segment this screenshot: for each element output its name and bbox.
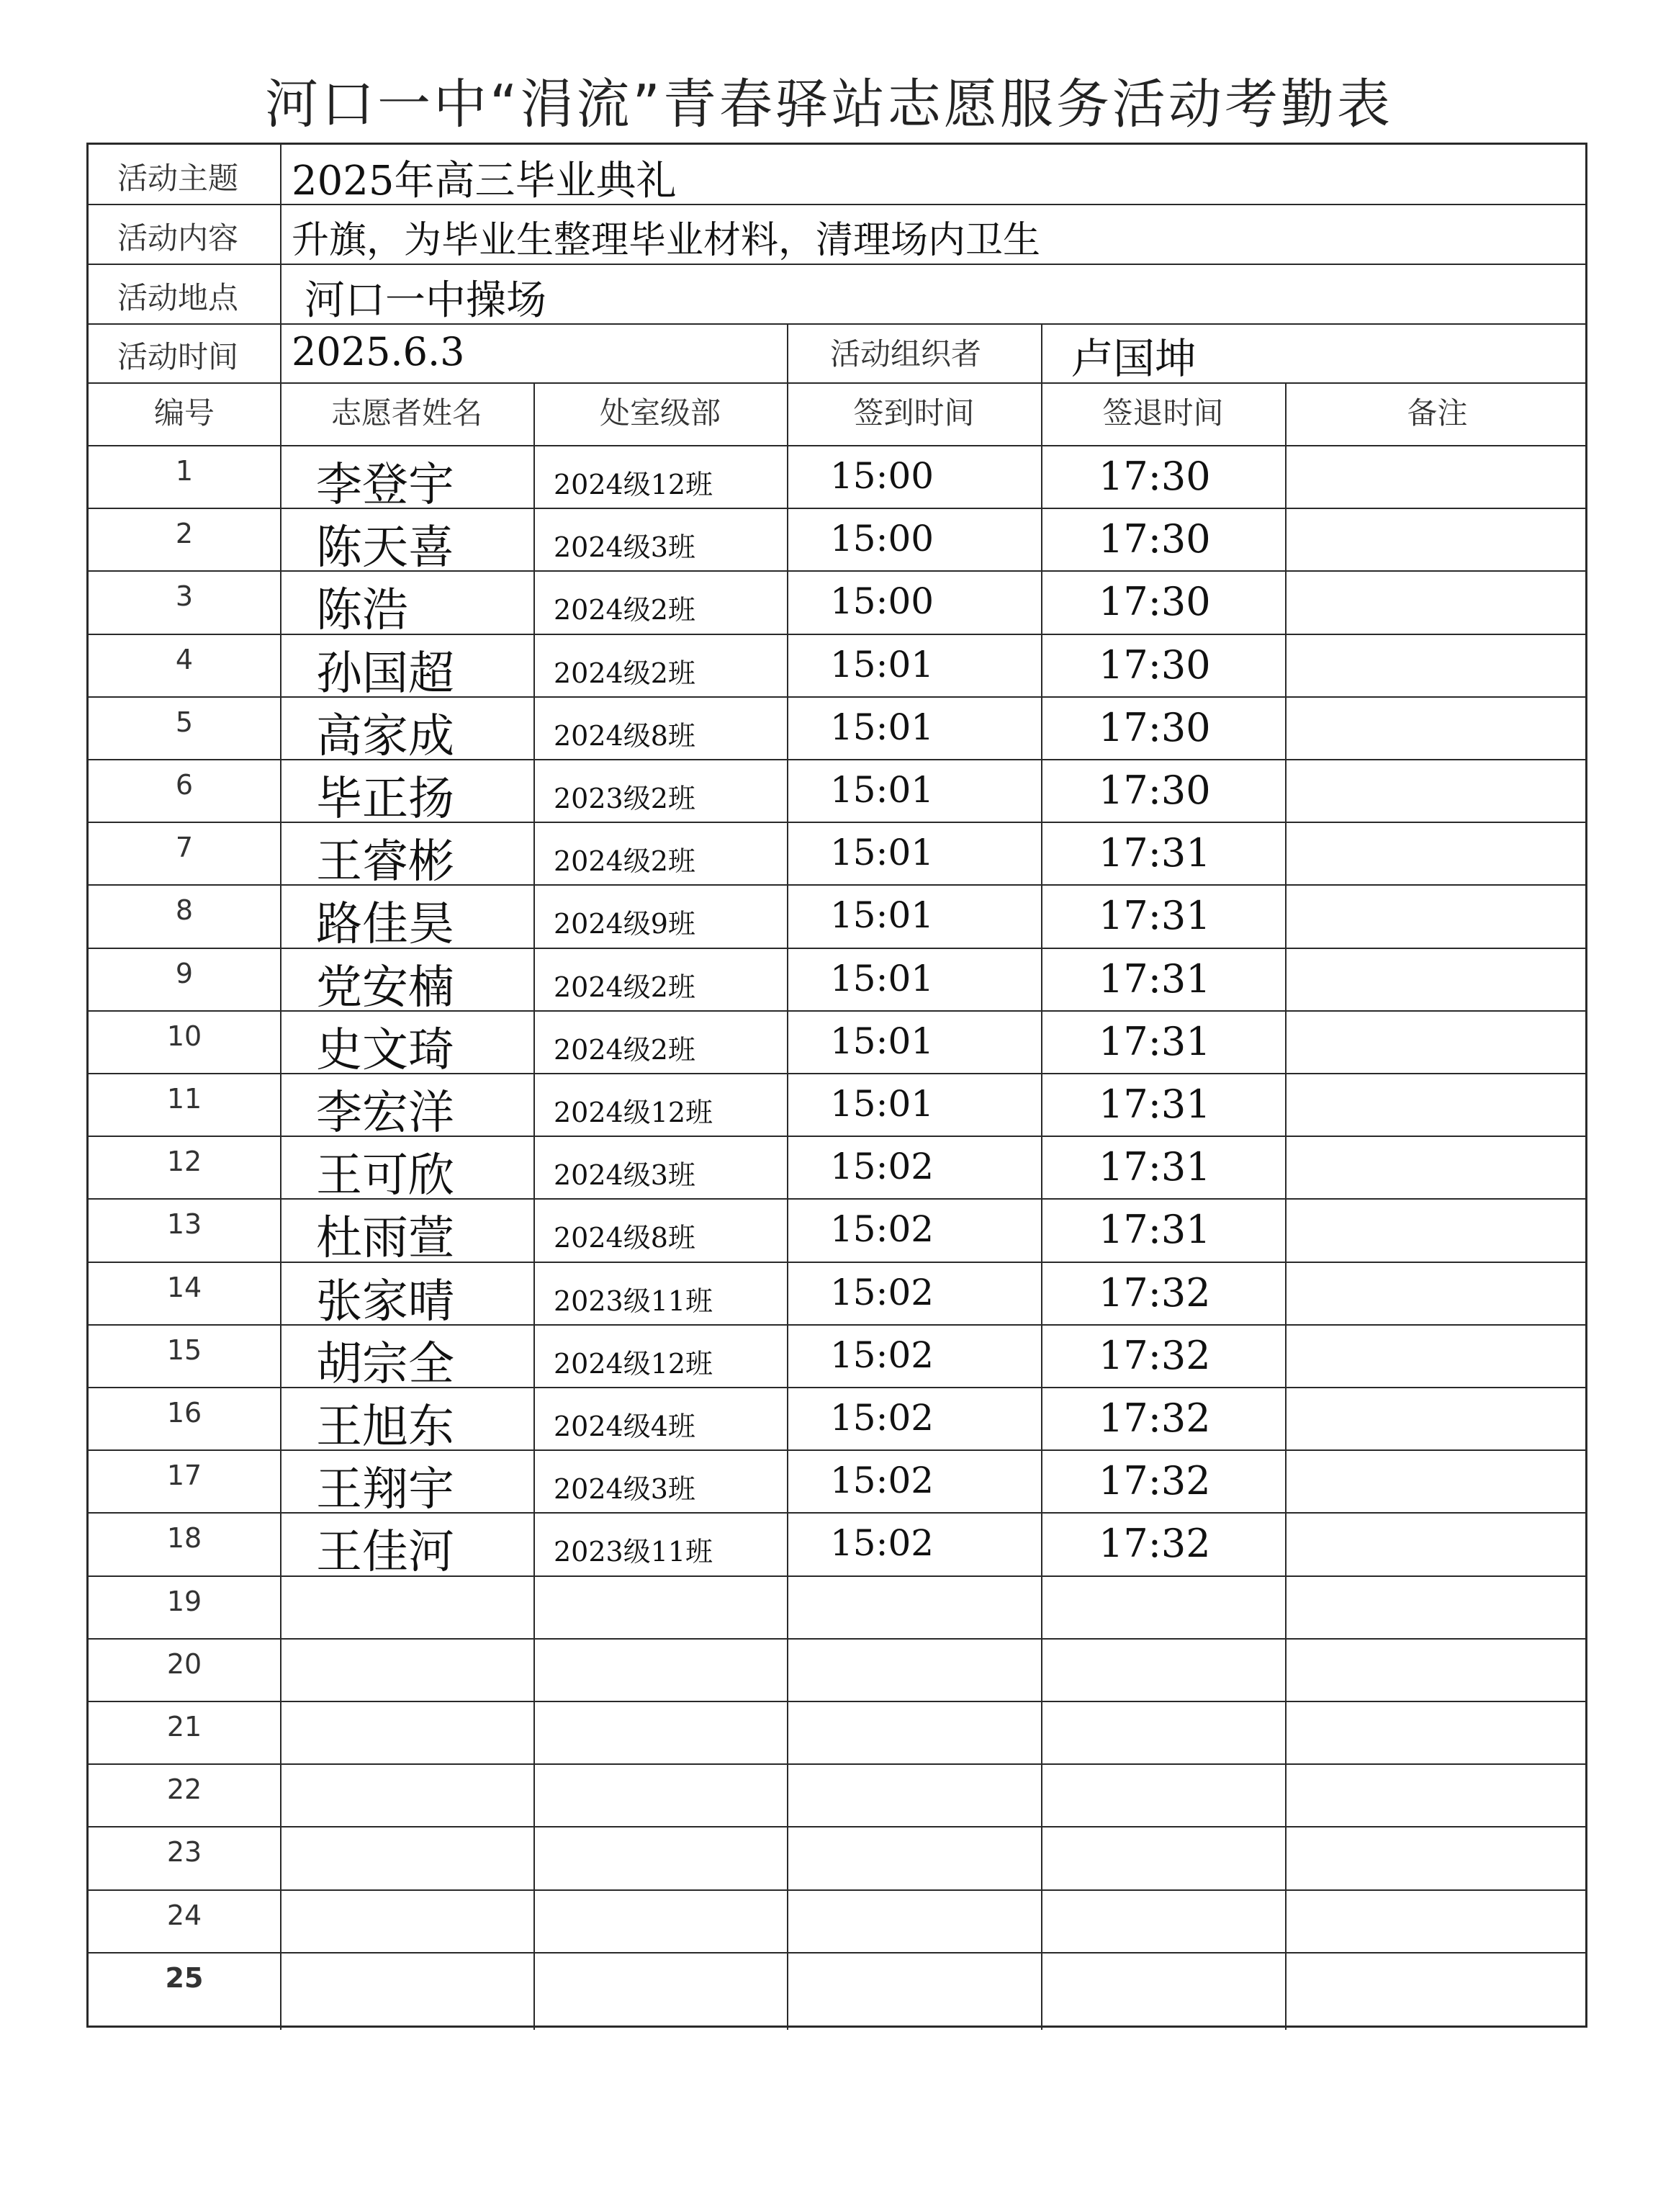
department: 2024级9班 bbox=[554, 908, 695, 940]
sign-out-time: 17:31 bbox=[1099, 1207, 1211, 1253]
row-number: 1 bbox=[175, 455, 194, 487]
row-number: 14 bbox=[166, 1271, 202, 1303]
department: 2024级12班 bbox=[554, 469, 713, 500]
sign-out-time: 17:30 bbox=[1099, 642, 1211, 688]
row-number: 10 bbox=[166, 1020, 202, 1052]
organizer-value: 卢国坤 bbox=[1071, 334, 1197, 383]
department: 2023级11班 bbox=[554, 1536, 713, 1568]
sign-in-time: 15:01 bbox=[830, 643, 934, 685]
row-number: 18 bbox=[166, 1522, 202, 1555]
column-header: 编号 bbox=[153, 395, 215, 431]
department: 2024级2班 bbox=[554, 657, 695, 689]
sign-out-time: 17:32 bbox=[1099, 1395, 1211, 1441]
sign-out-time: 17:31 bbox=[1099, 956, 1211, 1002]
row-divider bbox=[89, 1449, 1585, 1451]
department: 2024级8班 bbox=[554, 719, 695, 752]
sign-out-time: 17:30 bbox=[1099, 516, 1211, 562]
theme-label: 活动主题 bbox=[117, 161, 239, 196]
row-number: 4 bbox=[175, 643, 194, 675]
row-number: 6 bbox=[175, 769, 194, 801]
department: 2024级2班 bbox=[554, 1033, 695, 1066]
organizer-label: 活动组织者 bbox=[830, 336, 982, 372]
attendance-sheet bbox=[86, 143, 1587, 2028]
row-divider bbox=[89, 570, 1585, 572]
row-number: 16 bbox=[166, 1397, 202, 1429]
row-divider bbox=[89, 264, 1585, 265]
row-number: 23 bbox=[166, 1836, 202, 1869]
row-number: 20 bbox=[166, 1647, 202, 1680]
row-divider bbox=[89, 1826, 1585, 1827]
page-title: 河口一中“涓流”青春驿站志愿服务活动考勤表 bbox=[265, 73, 1393, 135]
volunteer-name: 毕正扬 bbox=[316, 773, 454, 826]
row-divider bbox=[89, 634, 1585, 635]
volunteer-name: 高家成 bbox=[316, 709, 454, 763]
row-divider bbox=[89, 1575, 1585, 1577]
department: 2024级4班 bbox=[554, 1411, 695, 1442]
sign-in-time: 15:02 bbox=[830, 1334, 934, 1376]
row-number: 19 bbox=[166, 1585, 202, 1617]
row-divider bbox=[89, 1136, 1585, 1137]
sign-in-time: 15:01 bbox=[830, 957, 934, 999]
row-number: 24 bbox=[166, 1899, 202, 1931]
sign-in-time: 15:01 bbox=[830, 1083, 934, 1125]
sign-in-time: 15:02 bbox=[830, 1460, 934, 1502]
row-number: 7 bbox=[175, 832, 194, 864]
sign-out-time: 17:32 bbox=[1099, 1269, 1211, 1316]
sign-in-time: 15:00 bbox=[830, 518, 934, 560]
department: 2023级11班 bbox=[554, 1285, 713, 1317]
row-number: 15 bbox=[166, 1334, 202, 1366]
volunteer-name: 孙国超 bbox=[316, 647, 454, 701]
row-divider bbox=[89, 1638, 1585, 1640]
department: 2024级3班 bbox=[554, 1473, 695, 1506]
row-divider bbox=[89, 884, 1585, 886]
row-divider bbox=[89, 1387, 1585, 1388]
column-divider bbox=[787, 323, 788, 382]
row-number: 3 bbox=[175, 580, 194, 613]
sign-out-time: 17:30 bbox=[1099, 579, 1211, 625]
row-number: 22 bbox=[166, 1773, 202, 1806]
column-divider bbox=[1041, 382, 1042, 2030]
column-divider bbox=[787, 382, 788, 2030]
volunteer-name: 王佳河 bbox=[316, 1526, 454, 1580]
volunteer-name: 陈浩 bbox=[316, 584, 408, 638]
column-header: 签退时间 bbox=[1102, 395, 1224, 431]
row-number: 5 bbox=[175, 706, 194, 738]
row-number: 2 bbox=[175, 518, 194, 550]
sign-out-time: 17:31 bbox=[1099, 1144, 1211, 1190]
sign-in-time: 15:02 bbox=[830, 1397, 934, 1439]
volunteer-name: 王睿彬 bbox=[316, 835, 454, 889]
sign-out-time: 17:30 bbox=[1099, 704, 1211, 750]
volunteer-name: 胡宗全 bbox=[316, 1337, 454, 1391]
sign-out-time: 17:32 bbox=[1099, 1332, 1211, 1378]
content-value: 升旗，为毕业生整理毕业材料，清理场内卫生 bbox=[292, 219, 1041, 262]
sign-out-time: 17:31 bbox=[1099, 893, 1211, 939]
row-number: 11 bbox=[166, 1083, 202, 1115]
row-divider bbox=[89, 1701, 1585, 1702]
row-divider bbox=[89, 1324, 1585, 1326]
row-divider bbox=[89, 822, 1585, 823]
row-divider bbox=[89, 1010, 1585, 1012]
column-header: 志愿者姓名 bbox=[330, 395, 482, 431]
column-header: 备注 bbox=[1407, 395, 1468, 431]
sign-in-time: 15:00 bbox=[830, 455, 934, 497]
place-label: 活动地点 bbox=[117, 280, 239, 315]
row-divider bbox=[89, 759, 1585, 760]
volunteer-name: 王旭东 bbox=[316, 1401, 454, 1454]
department: 2024级8班 bbox=[554, 1222, 695, 1254]
department: 2024级2班 bbox=[554, 971, 695, 1003]
theme-value: 2025年高三毕业典礼 bbox=[292, 158, 677, 204]
department: 2024级2班 bbox=[554, 845, 695, 878]
sign-in-time: 15:01 bbox=[830, 1020, 934, 1062]
column-header: 签到时间 bbox=[853, 395, 975, 431]
department: 2024级12班 bbox=[554, 1097, 713, 1128]
row-divider bbox=[89, 1889, 1585, 1891]
row-number: 9 bbox=[175, 957, 194, 989]
department: 2024级3班 bbox=[554, 1159, 695, 1192]
department: 2024级12班 bbox=[554, 1347, 713, 1380]
volunteer-name: 王翔宇 bbox=[316, 1463, 454, 1517]
department: 2024级2班 bbox=[554, 594, 695, 626]
row-divider bbox=[89, 1952, 1585, 1954]
row-divider bbox=[89, 1763, 1585, 1765]
sign-out-time: 17:30 bbox=[1099, 454, 1211, 499]
volunteer-name: 张家晴 bbox=[316, 1274, 454, 1328]
volunteer-name: 史文琦 bbox=[316, 1023, 454, 1077]
row-divider bbox=[89, 1198, 1585, 1200]
sign-in-time: 15:02 bbox=[830, 1271, 934, 1313]
volunteer-name: 李登宇 bbox=[316, 459, 454, 512]
column-divider bbox=[1285, 382, 1287, 2030]
volunteer-name: 杜雨萱 bbox=[316, 1212, 454, 1266]
row-number: 17 bbox=[166, 1460, 202, 1492]
volunteer-name: 王可欣 bbox=[316, 1149, 454, 1203]
place-value: 河口一中操场 bbox=[305, 277, 546, 324]
row-divider bbox=[89, 382, 1585, 384]
time-value: 2025.6.3 bbox=[292, 329, 465, 374]
row-divider bbox=[89, 1073, 1585, 1074]
department: 2023级2班 bbox=[554, 783, 695, 814]
sign-in-time: 15:00 bbox=[830, 580, 934, 623]
sign-in-time: 15:02 bbox=[830, 1146, 934, 1188]
row-number: 21 bbox=[166, 1711, 202, 1743]
volunteer-name: 陈天喜 bbox=[316, 521, 454, 575]
sign-in-time: 15:02 bbox=[830, 1208, 934, 1251]
column-divider bbox=[533, 382, 535, 2030]
row-number: 25 bbox=[165, 1961, 204, 1994]
content-label: 活动内容 bbox=[117, 220, 239, 256]
row-divider bbox=[89, 445, 1585, 446]
row-number: 8 bbox=[175, 894, 194, 927]
row-number: 12 bbox=[166, 1146, 202, 1178]
sign-out-time: 17:32 bbox=[1099, 1458, 1211, 1504]
volunteer-name: 党安楠 bbox=[316, 961, 454, 1015]
sign-in-time: 15:02 bbox=[830, 1522, 934, 1565]
sign-out-time: 17:32 bbox=[1099, 1521, 1211, 1567]
row-divider bbox=[89, 696, 1585, 698]
sign-in-time: 15:01 bbox=[830, 769, 934, 811]
column-header: 处室级部 bbox=[599, 395, 721, 431]
column-divider bbox=[1041, 323, 1042, 382]
sign-out-time: 17:31 bbox=[1099, 1018, 1211, 1064]
time-label: 活动时间 bbox=[117, 339, 239, 374]
row-divider bbox=[89, 1512, 1585, 1514]
sign-out-time: 17:30 bbox=[1099, 768, 1211, 813]
volunteer-name: 路佳昊 bbox=[316, 898, 454, 952]
sign-in-time: 15:01 bbox=[830, 894, 934, 937]
row-divider bbox=[89, 948, 1585, 949]
row-divider bbox=[89, 1262, 1585, 1263]
sign-in-time: 15:01 bbox=[830, 706, 934, 748]
volunteer-name: 李宏洋 bbox=[316, 1087, 454, 1140]
sign-in-time: 15:01 bbox=[830, 832, 934, 874]
row-divider bbox=[89, 508, 1585, 509]
sign-out-time: 17:31 bbox=[1099, 830, 1211, 876]
row-number: 13 bbox=[166, 1208, 202, 1241]
department: 2024级3班 bbox=[554, 531, 695, 564]
sign-out-time: 17:31 bbox=[1099, 1082, 1211, 1127]
